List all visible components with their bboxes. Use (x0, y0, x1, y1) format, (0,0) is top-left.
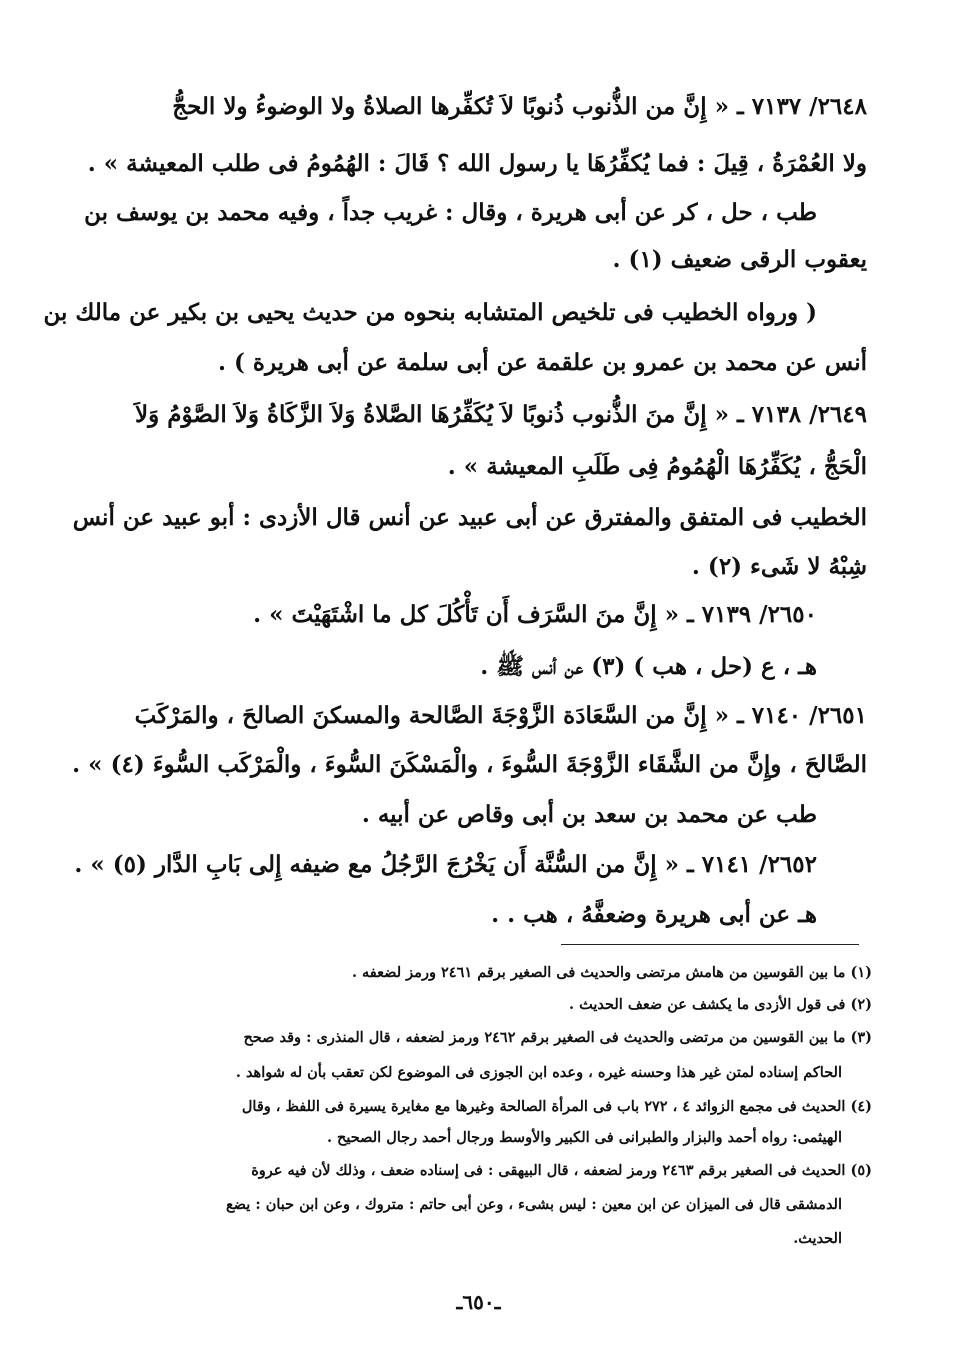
footnote-3-line-2: الحاكم إسناده لمتن غير هذا وحسنه غيره ، وعده ابن الجوزى فى الموضوع لكن تعقب بأن له شواهد . (235, 1064, 842, 1081)
source-2649-line-1: الخطيب فى المتفق والمفترق عن أبى عبيد عن أنس قال الأزدى : أبو عبيد عن أنس (72, 504, 867, 531)
source-2649-line-2: شِبْهُ لا شَىء (٢) . (691, 553, 867, 580)
hadith-2648-line-2: ولا العُمْرَةُ ، قِيلَ : فما يُكفِّرُهَا يا رسول الله ؟ قَالَ : الهُمُومُ فى طلب المعيشة » . (87, 150, 867, 177)
hadith-2649-line-2: الْحَجُّ ، يُكَفِّرُهَا الْهُمُومُ فِى طَلَبِ المعيشة » . (447, 453, 867, 480)
hadith-2650: ٢٦٥٠/ ٧١٣٩ ـ « إِنَّ منَ السَّرَف أَن تَأْكُلَ كل ما اشْتَهَيْتَ » . (253, 601, 817, 628)
source-2652: هـ عن أبى هريرة وضعفَّهُ ، هب . . (491, 901, 817, 928)
footnote-2: (٢) فى قول الأزدى ما يكشف عن ضعف الحديث . (569, 996, 872, 1013)
source-2648-line-1: طب ، حل ، كر عن أبى هريرة ، وقال : غريب جداً ، وفيه محمد بن يوسف بن (84, 199, 817, 226)
footnote-4-line-1: (٤) الحديث فى مجمع الزوائد ٤ ، ٢٧٢ باب فى المرأة الصالحة وغيرها مع مغايرة يسيرة فى اللفظ ، وقال (241, 1098, 872, 1115)
footnote-5-line-3: الحديث. (793, 1230, 842, 1247)
hadith-2651-line-2: الصَّالحَ ، وإِنَّ من الشَّقَاء الزَّوْجَةَ السُّوءَ ، والْمَسْكَنَ السُّوءَ ، والْمَرْكَب السُّوءَ (٤) » . (72, 751, 867, 778)
hadith-2649-line-1: ٢٦٤٩/ ٧١٣٨ ـ « إِنَّ منَ الذُّنوب ذُنوبًا لاَ يُكَفِّرُهَا الصَّلاةُ وَلاَ الزَّكَاةُ وَلاَ الصَّوْمُ وَلاَ (135, 401, 867, 428)
note-khatib-line-1: ( ورواه الخطيب فى تلخيص المتشابه بنحوه من حديث يحيى بن بكير عن مالك بن (43, 299, 817, 326)
footnote-4-line-2: الهيثمى: رواه أحمد والبزار والطبرانى فى الكبير والأوسط ورجال أحمد رجال الصحيح . (326, 1129, 842, 1146)
source-2651: طب عن محمد بن سعد بن أبى وقاص عن أبيه . (361, 801, 817, 828)
source-2650: هـ ، ع (حل ، هب ) (٣) عن أنس ﷺ . (480, 653, 817, 680)
footnote-1: (١) ما بين القوسين من هامش مرتضى والحديث فى الصغير برقم ٢٤٦١ ورمز لضعفه . (351, 964, 872, 981)
footnote-separator (561, 944, 859, 945)
note-khatib-line-2: أنس عن محمد بن عمرو بن علقمة عن أبى سلمة عن أبى هريرة ) . (218, 349, 867, 376)
footnote-3-line-1: (٣) ما بين القوسين من مرتضى والحديث فى الصغير برقم ٢٤٦٢ ورمز لضعفه ، قال المنذرى : وقد صحح (243, 1029, 872, 1046)
hadith-2648-line-1: ٢٦٤٨/ ٧١٣٧ ـ « إِنَّ من الذُّنوب ذُنوبًا لاَ تُكفِّرها الصلاةُ ولا الوضوءُ ولا الحجُّ (172, 93, 867, 120)
hadith-2652: ٢٦٥٢/ ٧١٤١ ـ « إِنَّ من السُّنَّة أَن يَخْرُجَ الرَّجُلُ مع ضيفه إِلى بَابِ الدَّار (٥) » . (74, 851, 817, 878)
hadith-2651-line-1: ٢٦٥١/ ٧١٤٠ ـ « إِنَّ من السَّعَادَة الزَّوْجَةَ الصَّالحة والمسكنَ الصالحَ ، والمَرْكَبَ (134, 702, 867, 729)
footnote-5-line-1: (٥) الحديث فى الصغير برقم ٢٤٦٣ ورمز لضعفه ، قال البيهقى : فى إسناده ضعف ، وذلك لأن فيه عروة (251, 1162, 872, 1179)
source-2648-line-2: يعقوب الرقى ضعيف (١) . (612, 246, 867, 273)
footnote-5-line-2: الدمشقى قال فى الميزان عن ابن معين : ليس بشىء ، وعن أبى حاتم : متروك ، وعن ابن حبان : يضع (225, 1196, 842, 1213)
page-number: ـ٦٥٠ـ (456, 1290, 501, 1314)
